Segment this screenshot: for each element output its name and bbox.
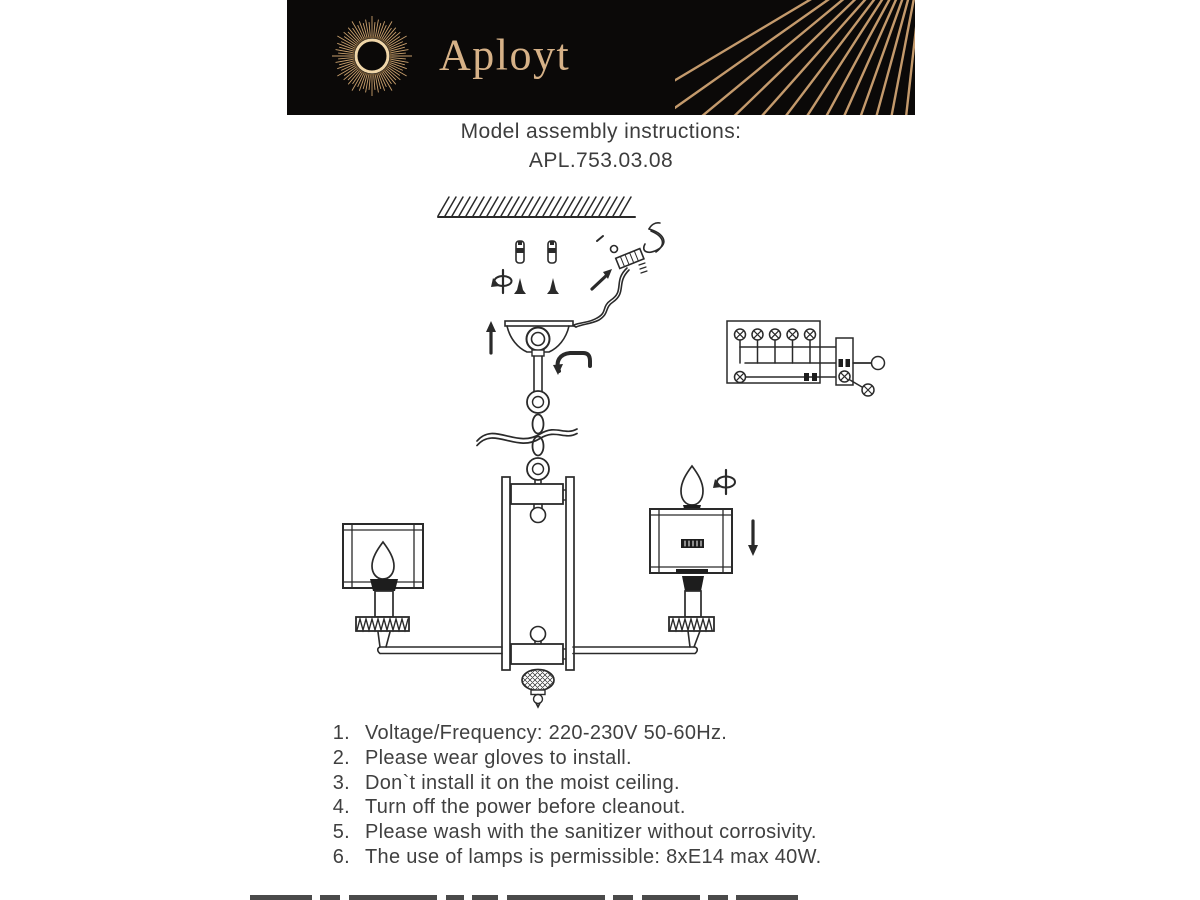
brand-wordmark: Aployt bbox=[439, 29, 571, 79]
list-item: 4. Turn off the power before cleanout. bbox=[332, 796, 686, 819]
up-arrow-icon bbox=[486, 321, 496, 353]
down-arrow-icon bbox=[748, 521, 758, 556]
mounting-hook-icon bbox=[553, 353, 590, 375]
ceiling-hatch bbox=[438, 197, 635, 217]
ceiling-canopy bbox=[505, 321, 576, 356]
list-item: 6. The use of lamps is permissible: 8xE14 max 40W. bbox=[332, 845, 822, 868]
left-lamp bbox=[343, 524, 423, 631]
screw-terminals bbox=[735, 329, 816, 347]
power-wire bbox=[477, 429, 577, 446]
list-item: 1. Voltage/Frequency: 220-230V 50-60Hz. bbox=[332, 722, 728, 744]
chandelier-frame bbox=[502, 477, 574, 707]
hook-and-cord bbox=[574, 223, 664, 327]
ground-terminal bbox=[735, 372, 746, 383]
candle-bulb-icon bbox=[681, 466, 703, 505]
list-item: 5. Please wash with the sanitizer without corrosivity. bbox=[332, 821, 817, 844]
screw-rotation-icon bbox=[491, 270, 512, 293]
screw-icon bbox=[514, 278, 559, 294]
bulb-rotation-icon bbox=[713, 470, 735, 494]
list-item: 3. Don`t install it on the moist ceiling. bbox=[332, 771, 680, 794]
cutoff-text-remnant bbox=[0, 895, 1200, 900]
wall-anchor-icon bbox=[516, 241, 556, 263]
switch-symbol bbox=[862, 384, 874, 396]
suspension-rod-and-chain bbox=[527, 356, 549, 486]
lamp-symbol bbox=[872, 357, 885, 370]
wiring-diagram bbox=[727, 321, 885, 396]
model-number: APL.753.03.08 bbox=[528, 149, 674, 172]
instruction-list bbox=[326, 721, 822, 870]
right-lamp bbox=[650, 466, 758, 631]
list-item: 2. Please wear gloves to install. bbox=[332, 746, 632, 769]
page-title: Model assembly instructions: bbox=[460, 120, 742, 143]
